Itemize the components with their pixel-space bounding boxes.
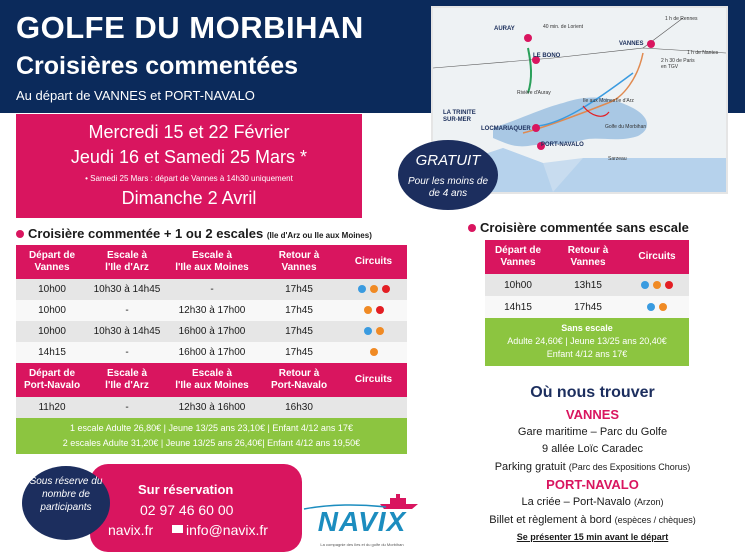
table-cell: 14h15: [16, 342, 88, 363]
table-header-text: Escale à: [106, 368, 148, 379]
where-vannes-label: VANNES: [565, 407, 620, 422]
table-header-cell: [485, 240, 551, 274]
table-cell: 17h45: [258, 300, 340, 321]
where-port-label: PORT-NAVALO: [546, 477, 639, 492]
map-label-auray: AURAY: [494, 26, 515, 32]
table-header-cell: [16, 363, 88, 397]
date-note: • Samedi 25 Mars : départ de Vannes à 14h30 uniquement: [85, 174, 293, 183]
circuit-dot-icon: [659, 303, 667, 311]
table-header-text: Escale à: [191, 250, 233, 261]
table-header-text: Retour à: [278, 368, 320, 379]
table-cell: -: [88, 300, 166, 321]
schedule-table-no-stop: [485, 240, 689, 318]
table-header-text: Escale à: [106, 250, 148, 261]
table-cell: 12h30 à 16h00: [166, 397, 258, 418]
table-row: [485, 274, 689, 296]
table-header-cell: [16, 245, 88, 279]
table-cell: 17h45: [258, 342, 340, 363]
table-cell: 17h45: [258, 279, 340, 300]
table-header-text: Circuits: [354, 374, 393, 385]
table-header-cell: [166, 363, 258, 397]
map-label-ile-d-arz: Ile d'Arz: [616, 98, 634, 104]
reservation-condition-text: Sous réserve du nombre de participants: [29, 476, 103, 513]
table-cell: 10h00: [16, 300, 88, 321]
where-vannes-line-3: [440, 461, 745, 473]
table-header-row: [485, 240, 689, 274]
table-cell: 10h00: [16, 321, 88, 342]
reservation-email-link[interactable]: info@navix.fr: [186, 522, 268, 538]
table-header-cell: [88, 363, 166, 397]
table-header-cell: [88, 245, 166, 279]
table-cell: 10h00: [485, 274, 551, 296]
map-label-sarzeau: Sarzeau: [608, 156, 627, 162]
circuit-dot-icon: [370, 285, 378, 293]
circuits-cell: [340, 397, 407, 418]
price-box-stops: [16, 418, 407, 454]
map-label-lorient: 40 min. de Lorient: [543, 24, 584, 30]
table-cell: 10h30 à 14h45: [88, 279, 166, 300]
free-text-1: Pour les moins de: [407, 176, 489, 187]
table-cell: 11h20: [16, 397, 88, 418]
free-text-2: de 4 ans: [428, 188, 468, 199]
table-header-cell: [551, 240, 625, 274]
table-header-cell: [340, 245, 407, 279]
circuit-dot-icon: [647, 303, 655, 311]
price-1-stop: 1 escale Adulte 26,80€ | Jeune 13/25 ans 23,10€ | Enfant 4/12 ans 17€: [70, 423, 353, 433]
table-header-cell: [340, 363, 407, 397]
where-port-address-note: (Arzon): [634, 497, 664, 507]
logo-name: NAVIX: [317, 506, 407, 537]
price-no-stop-2: Enfant 4/12 ans 17€: [546, 349, 628, 359]
table-header-cell: [166, 245, 258, 279]
where-port-line-1: [440, 496, 745, 508]
section-title-stops: [28, 226, 372, 241]
table-header-cell: [625, 240, 689, 274]
where-vannes-line-2: 9 allée Loïc Caradec: [542, 443, 643, 455]
price-no-stop-1: Adulte 24,60€ | Jeune 13/25 ans 20,40€: [507, 336, 667, 346]
table-header-row: [16, 245, 407, 279]
table-header-text: l'Ile aux Moines: [175, 262, 249, 273]
table-header-text: Circuits: [638, 251, 676, 262]
circuits-cell: [340, 321, 407, 342]
table-header-text: Retour à: [567, 245, 609, 256]
section-title-stops-text: Croisière commentée + 1 ou 2 escales: [28, 226, 264, 241]
table-cell: 16h30: [258, 397, 340, 418]
map-label-la-trinite: LA TRINITE SUR-MER: [443, 110, 476, 123]
price-box-no-stop: [485, 318, 689, 366]
date-line-3: Dimanche 2 Avril: [121, 188, 257, 208]
circuits-cell: [625, 274, 689, 296]
free-text: [398, 176, 498, 200]
circuit-dot-icon: [364, 327, 372, 335]
map-label-locmariaquer: LOCMARIAQUER: [481, 126, 531, 132]
where-vannes-line-1: Gare maritime – Parc du Golfe: [517, 426, 668, 438]
where-vannes-parking: Parking gratuit: [494, 461, 566, 473]
table-cell: 12h30 à 17h00: [166, 300, 258, 321]
table-cell: 14h15: [485, 296, 551, 318]
date-line-1: Mercredi 15 et 22 Février: [88, 122, 290, 142]
table-cell: -: [88, 397, 166, 418]
where-port-line-2: [440, 514, 745, 526]
price-no-stop-title: Sans escale: [561, 323, 613, 333]
circuits-cell: [340, 300, 407, 321]
where-port-address: La criée – Port-Navalo: [521, 496, 631, 508]
navix-logo: [300, 490, 424, 552]
page-title: GOLFE DU MORBIHAN: [16, 10, 364, 45]
date-line-2: Jeudi 16 et Samedi 25 Mars *: [70, 147, 308, 167]
table-header-text: Vannes: [500, 257, 536, 268]
where-port-payment-note: (espèces / chèques): [614, 515, 696, 525]
table-row: [485, 296, 689, 318]
table-cell: 10h30 à 14h45: [88, 321, 166, 342]
circuits-cell: [340, 279, 407, 300]
circuit-dot-icon: [641, 281, 649, 289]
free-badge: [398, 140, 498, 210]
circuit-dot-icon: [665, 281, 673, 289]
circuit-dot-icon: [364, 306, 372, 314]
circuit-dot-icon: [370, 348, 378, 356]
table-row: [16, 397, 407, 418]
table-row: [16, 279, 407, 300]
table-cell: 13h15: [551, 274, 625, 296]
section-title-stops-note: (Ile d'Arz ou Ile aux Moines): [266, 231, 372, 240]
table-cell: 16h00 à 17h00: [166, 321, 258, 342]
where-title: Où nous trouver: [530, 384, 655, 401]
section-bullet: [16, 230, 24, 238]
table-header-row: [16, 363, 407, 397]
table-header-text: Vannes: [281, 262, 317, 273]
map-label-le-bono: LE BONO: [533, 53, 561, 59]
free-title: GRATUIT: [415, 152, 481, 169]
table-header-text: Départ de: [28, 368, 76, 379]
where-port-payment: Billet et règlement à bord: [489, 514, 612, 526]
table-header-cell: [258, 363, 340, 397]
table-cell: 16h00 à 17h00: [166, 342, 258, 363]
where-vannes-parking-note: (Parc des Expositions Chorus): [568, 462, 691, 472]
reservation-site-link[interactable]: navix.fr: [108, 522, 154, 538]
table-cell: 17h45: [551, 296, 625, 318]
table-row: [16, 300, 407, 321]
table-header-text: l'Ile d'Arz: [105, 262, 149, 273]
circuit-dot-icon: [653, 281, 661, 289]
map-label-vannes: VANNES: [619, 41, 644, 47]
table-header-text: Retour à: [278, 250, 320, 261]
reservation-condition-badge: [22, 466, 110, 540]
table-header-text: Départ de: [28, 250, 76, 261]
table-header-text: Port-Navalo: [23, 380, 81, 391]
circuits-cell: [340, 342, 407, 363]
section-title-no-stop: Croisière commentée sans escale: [480, 220, 689, 235]
circuits-cell: [625, 296, 689, 318]
section-bullet: [468, 224, 476, 232]
circuit-dot-icon: [358, 285, 366, 293]
departure-info: Au départ de VANNES et PORT-NAVALO: [16, 88, 255, 103]
reservation-title: Sur réservation: [138, 482, 234, 497]
table-cell: 10h00: [16, 279, 88, 300]
table-header-text: Départ de: [494, 245, 542, 256]
map-label-nantes: 1 h de Nantes: [687, 50, 719, 56]
logo-tagline: La compagnie des Iles et du golfe du Morbihan: [320, 542, 404, 547]
circuit-dot-icon: [376, 306, 384, 314]
map-label-rennes: 1 h de Rennes: [665, 16, 698, 22]
reservation-box: [90, 464, 302, 552]
reservation-phone[interactable]: 02 97 46 60 00: [140, 502, 234, 518]
map-label-paris: 2 h 30 de Paris en TGV: [661, 58, 695, 70]
table-header-text: Vannes: [34, 262, 70, 273]
map-label-riviere: Rivière d'Auray: [517, 90, 551, 96]
map-label-port-navalo: PORT-NAVALO: [541, 142, 584, 148]
table-row: [16, 342, 407, 363]
table-row: [16, 321, 407, 342]
page-subtitle: Croisières commentées: [16, 52, 299, 80]
table-header-cell: [258, 245, 340, 279]
price-2-stops: 2 escales Adulte 31,20€ | Jeune 13/25 ans 26,40€| Enfant 4/12 ans 19,50€: [62, 438, 361, 448]
circuit-dot-icon: [376, 327, 384, 335]
where-port-line-3: Se présenter 15 min avant le départ: [516, 532, 669, 542]
table-header-text: l'Ile aux Moines: [175, 380, 249, 391]
map-label-golfe: Golfe du Morbihan: [605, 124, 647, 130]
table-header-text: Escale à: [191, 368, 233, 379]
mail-icon: [172, 525, 183, 533]
circuit-dot-icon: [382, 285, 390, 293]
table-cell: 17h45: [258, 321, 340, 342]
table-cell: -: [166, 279, 258, 300]
table-header-text: Vannes: [570, 257, 606, 268]
table-header-text: l'Ile d'Arz: [105, 380, 149, 391]
table-header-text: Circuits: [354, 256, 393, 267]
table-header-text: Port-Navalo: [270, 380, 328, 391]
dates-box: [16, 114, 362, 218]
map-label-ile-aux-moines: Ile aux Moines: [583, 98, 616, 104]
schedule-table-stops: [16, 245, 407, 418]
table-cell: -: [88, 342, 166, 363]
